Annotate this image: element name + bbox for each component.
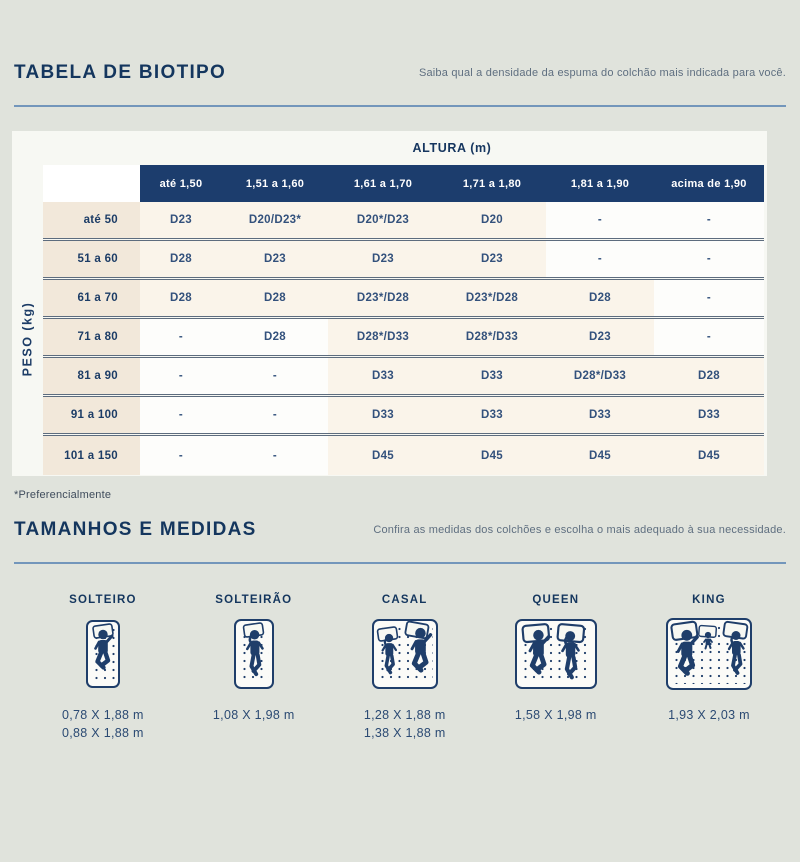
size-dimensions xyxy=(515,706,597,724)
density-cell: D28 xyxy=(222,319,328,355)
density-cell: D45 xyxy=(438,436,546,475)
column-header: 1,61 a 1,70 xyxy=(328,165,438,202)
size-dimension: 1,08 X 1,98 m xyxy=(212,708,295,722)
column-header: 1,81 a 1,90 xyxy=(546,165,654,202)
density-cell: - xyxy=(222,358,328,394)
mattress-icon-box xyxy=(372,616,438,692)
density-cell: D45 xyxy=(654,436,764,475)
size-dimensions xyxy=(668,706,750,724)
footnote: *Preferencialmente xyxy=(14,489,112,501)
queen-mattress-icon xyxy=(515,619,597,689)
density-cell: D23 xyxy=(140,202,222,238)
column-header: acima de 1,90 xyxy=(654,165,764,202)
table-row xyxy=(43,397,764,436)
peso-group-label: PESO (kg) xyxy=(20,301,35,377)
biotipo-subtitle: Saiba qual a densidade da espuma do colchão mais indicada para você. xyxy=(418,67,786,79)
peso-group-label-box xyxy=(12,202,43,476)
tamanhos-section xyxy=(14,519,786,742)
size-dimension: 0,78 X 1,88 m xyxy=(62,708,144,722)
double-mattress-icon xyxy=(372,619,438,689)
size-dimension: 1,38 X 1,88 m xyxy=(363,726,446,741)
density-cell: D33 xyxy=(654,397,764,433)
size-card xyxy=(364,594,446,742)
density-cell: - xyxy=(654,280,764,316)
biotipo-title: TABELA DE BIOTIPO xyxy=(14,62,227,83)
density-cell: D23 xyxy=(222,241,328,277)
density-cell: D33 xyxy=(438,358,546,394)
size-name: KING xyxy=(692,594,726,606)
density-cell: D28 xyxy=(140,280,222,316)
density-cell: D45 xyxy=(328,436,438,475)
density-cell: D20/D23* xyxy=(222,202,328,238)
table-row xyxy=(43,202,764,241)
density-cell: D28 xyxy=(654,358,764,394)
table-row xyxy=(43,280,764,319)
biotipo-header xyxy=(14,62,786,84)
density-cell: D28*/D33 xyxy=(438,319,546,355)
size-card xyxy=(515,594,597,742)
row-header: 81 a 90 xyxy=(43,358,140,394)
density-cell: D28*/D33 xyxy=(546,358,654,394)
size-dimensions xyxy=(364,706,446,742)
density-cell: D28 xyxy=(140,241,222,277)
table-header-row xyxy=(43,165,764,202)
single-large-mattress-icon xyxy=(234,619,274,689)
divider-rule xyxy=(14,105,786,107)
divider-rule xyxy=(14,562,786,564)
density-cell: D28 xyxy=(546,280,654,316)
density-cell: - xyxy=(654,202,764,238)
table-row xyxy=(43,358,764,397)
density-cell: D45 xyxy=(546,436,654,475)
size-name: SOLTEIRO xyxy=(69,594,137,606)
king-mattress-icon xyxy=(666,618,752,690)
density-cell: D20*/D23 xyxy=(328,202,438,238)
size-dimension: 1,93 X 2,03 m xyxy=(668,708,750,722)
size-card xyxy=(666,594,752,742)
mattress-icon-box xyxy=(515,616,597,692)
size-dimension: 0,88 X 1,88 m xyxy=(62,726,144,741)
table-row xyxy=(43,319,764,358)
size-dimension: 1,28 X 1,88 m xyxy=(363,708,446,722)
size-name: QUEEN xyxy=(532,594,580,606)
density-cell: D33 xyxy=(546,397,654,433)
density-cell: - xyxy=(654,241,764,277)
size-dimension: 1,58 X 1,98 m xyxy=(514,708,597,722)
column-header: até 1,50 xyxy=(140,165,222,202)
biotipo-table-panel xyxy=(12,131,767,476)
row-header: 101 a 150 xyxy=(43,436,140,475)
tamanhos-title: TAMANHOS E MEDIDAS xyxy=(14,519,257,540)
table-row xyxy=(43,241,764,280)
density-cell: D33 xyxy=(328,358,438,394)
density-cell: - xyxy=(546,202,654,238)
density-cell: - xyxy=(222,436,328,475)
corner-cell xyxy=(43,165,140,202)
row-header: 61 a 70 xyxy=(43,280,140,316)
altura-group-label: ALTURA (m) xyxy=(412,141,492,155)
size-card xyxy=(213,594,295,742)
tamanhos-header xyxy=(14,519,786,541)
altura-band xyxy=(12,131,764,165)
biotipo-section xyxy=(14,62,786,501)
density-cell: D23*/D28 xyxy=(438,280,546,316)
row-header: 51 a 60 xyxy=(43,241,140,277)
size-card xyxy=(62,594,144,742)
row-header: até 50 xyxy=(43,202,140,238)
density-cell: D28 xyxy=(222,280,328,316)
tamanhos-subtitle: Confira as medidas dos colchões e escolha o mais adequado à sua necessidade. xyxy=(373,524,786,536)
row-header: 71 a 80 xyxy=(43,319,140,355)
single-mattress-icon xyxy=(86,620,120,688)
density-cell: - xyxy=(140,319,222,355)
sizes-row xyxy=(62,594,752,742)
size-name: SOLTEIRÃO xyxy=(215,594,293,606)
density-cell: - xyxy=(140,358,222,394)
biotipo-table-body xyxy=(43,202,764,475)
density-cell: D20 xyxy=(438,202,546,238)
column-header: 1,51 a 1,60 xyxy=(222,165,328,202)
biotipo-table xyxy=(43,165,764,475)
size-name: CASAL xyxy=(381,594,428,606)
density-cell: - xyxy=(222,397,328,433)
page xyxy=(0,62,800,862)
density-cell: D23*/D28 xyxy=(328,280,438,316)
density-cell: - xyxy=(546,241,654,277)
density-cell: D28*/D33 xyxy=(328,319,438,355)
column-header: 1,71 a 1,80 xyxy=(438,165,546,202)
density-cell: - xyxy=(140,397,222,433)
row-header: 91 a 100 xyxy=(43,397,140,433)
mattress-icon-box xyxy=(666,616,752,692)
mattress-icon-box xyxy=(234,616,274,692)
size-dimensions xyxy=(213,706,295,724)
density-cell: D33 xyxy=(438,397,546,433)
density-cell: D23 xyxy=(546,319,654,355)
table-row xyxy=(43,436,764,475)
size-dimensions xyxy=(62,706,144,742)
density-cell: - xyxy=(140,436,222,475)
density-cell: - xyxy=(654,319,764,355)
mattress-icon-box xyxy=(86,616,120,692)
density-cell: D23 xyxy=(328,241,438,277)
density-cell: D33 xyxy=(328,397,438,433)
density-cell: D23 xyxy=(438,241,546,277)
